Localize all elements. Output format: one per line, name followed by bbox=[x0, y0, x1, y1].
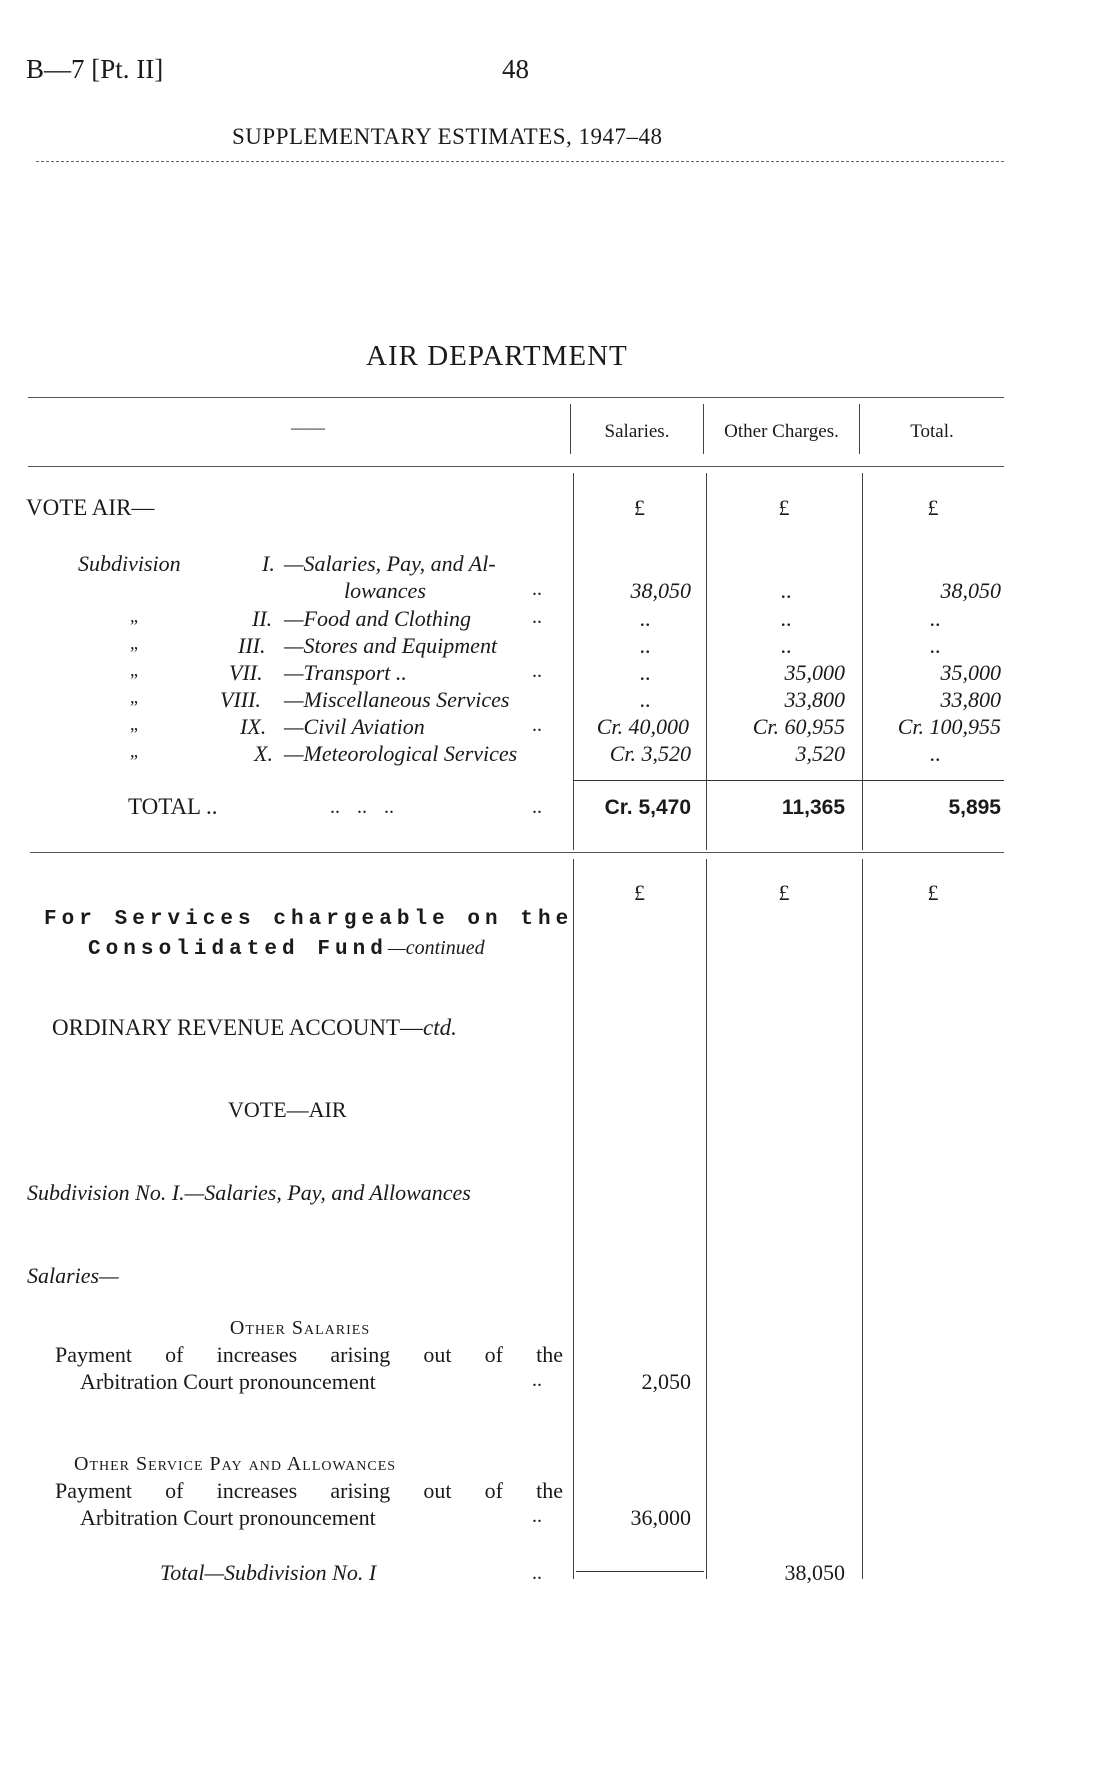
subdivision-total-label: Total—Subdivision No. I bbox=[160, 1560, 377, 1585]
row-subdivision-number: I. bbox=[262, 551, 275, 576]
account-heading bbox=[52, 1015, 457, 1041]
total-label: TOTAL .. bbox=[128, 794, 218, 819]
services-heading-line2 bbox=[88, 935, 485, 961]
col-divider bbox=[706, 473, 707, 850]
other-salaries-line1: Payment of increases arising out of the bbox=[55, 1342, 563, 1367]
salaries-label: Salaries— bbox=[27, 1263, 119, 1288]
row-subdivision-number: IX. bbox=[240, 714, 267, 739]
other-service-pay-amount: 36,000 bbox=[630, 1505, 691, 1530]
total-leader-dots: .. .. .. bbox=[330, 796, 394, 818]
row-leader-dots: .. bbox=[532, 796, 542, 818]
row-subdivision-number: VII. bbox=[229, 660, 263, 685]
row-prefix: „ bbox=[130, 606, 138, 626]
other-salaries-heading: Other Salaries bbox=[229, 1317, 371, 1339]
page-reference: B—7 [Pt. II] bbox=[26, 54, 164, 84]
services-heading-fund: Consolidated Fund bbox=[88, 938, 388, 961]
row-subdivision-name: —Stores and Equipment bbox=[284, 633, 498, 658]
row-other-value: 35,000 bbox=[784, 660, 845, 685]
row-subdivision-name-cont: lowances bbox=[344, 578, 426, 603]
row-leader-dots: .. bbox=[532, 714, 542, 736]
row-salaries-value: 38,050 bbox=[630, 578, 691, 603]
row-leader-dots: .. bbox=[532, 1562, 542, 1584]
row-prefix: Subdivision bbox=[78, 551, 181, 576]
services-heading-line1: For Services chargeable on the bbox=[44, 908, 574, 931]
column-header-other-charges: Other Charges. bbox=[724, 421, 839, 442]
currency-symbol: £ bbox=[778, 880, 790, 905]
row-salaries-value: Cr. 40,000 bbox=[596, 714, 689, 739]
row-subdivision-name: —Miscellaneous Services bbox=[284, 687, 510, 712]
row-subdivision-number: VIII. bbox=[220, 687, 261, 712]
vote-heading: VOTE—AIR bbox=[228, 1097, 347, 1122]
row-subdivision-name: —Transport .. bbox=[284, 660, 407, 685]
other-salaries-line2: Arbitration Court pronouncement bbox=[80, 1369, 376, 1394]
row-leader-dots: .. bbox=[532, 1505, 542, 1527]
row-total-value: Cr. 100,955 bbox=[897, 714, 1001, 739]
row-other-value: .. bbox=[780, 606, 792, 631]
document-title: SUPPLEMENTARY ESTIMATES, 1947–48 bbox=[232, 124, 663, 149]
table-header-rule bbox=[28, 466, 1004, 467]
row-total-value: .. bbox=[929, 606, 941, 631]
row-total-value: 33,800 bbox=[940, 687, 1001, 712]
col-divider bbox=[573, 859, 574, 1579]
row-subdivision-name: —Civil Aviation bbox=[284, 714, 425, 739]
other-service-pay-line1: Payment of increases arising out of the bbox=[55, 1478, 563, 1503]
row-subdivision-name: —Meteorological Services bbox=[284, 741, 518, 766]
row-prefix: „ bbox=[130, 741, 138, 761]
row-leader-dots: .. bbox=[532, 1369, 542, 1391]
account-heading-text: ORDINARY REVENUE ACCOUNT— bbox=[52, 1015, 423, 1040]
row-prefix: „ bbox=[130, 714, 138, 734]
row-leader-dots: .. bbox=[532, 660, 542, 682]
column-header-salaries: Salaries. bbox=[604, 421, 670, 442]
other-service-pay-heading: Other Service Pay and Allowances bbox=[74, 1453, 397, 1475]
account-heading-suffix: ctd. bbox=[423, 1015, 457, 1040]
row-salaries-value: .. bbox=[639, 687, 651, 712]
currency-symbol: £ bbox=[927, 880, 939, 905]
vote-label: VOTE AIR— bbox=[26, 495, 155, 520]
department-title: AIR DEPARTMENT bbox=[366, 340, 628, 372]
row-salaries-value: .. bbox=[639, 660, 651, 685]
currency-symbol: £ bbox=[927, 495, 939, 520]
row-salaries-value: Cr. 3,520 bbox=[609, 741, 691, 766]
row-other-value: Cr. 60,955 bbox=[752, 714, 845, 739]
column-header-total: Total. bbox=[910, 421, 954, 442]
row-subdivision-number: III. bbox=[238, 633, 266, 658]
col-divider bbox=[862, 859, 863, 1579]
currency-symbol: £ bbox=[634, 880, 645, 905]
currency-symbol: £ bbox=[778, 495, 790, 520]
table-top-rule bbox=[28, 397, 1004, 398]
total-other-value: 11,365 bbox=[781, 796, 845, 819]
row-leader-dots: .. bbox=[532, 578, 542, 600]
header-divider bbox=[36, 161, 1004, 162]
total-rule bbox=[573, 780, 1004, 781]
total-salaries-value: Cr. 5,470 bbox=[604, 796, 691, 819]
subtotal-rule bbox=[576, 1571, 704, 1572]
column-header-blank: —— bbox=[291, 418, 325, 437]
other-salaries-amount: 2,050 bbox=[641, 1369, 691, 1394]
subdivision-total-amount: 38,050 bbox=[784, 1560, 845, 1585]
row-other-value: 3,520 bbox=[795, 741, 845, 766]
page-number: 48 bbox=[502, 54, 529, 84]
services-heading-suffix: —continued bbox=[387, 937, 485, 959]
section-divider bbox=[30, 852, 1004, 853]
row-salaries-value: .. bbox=[639, 633, 651, 658]
row-subdivision-name: —Food and Clothing bbox=[284, 606, 472, 631]
row-salaries-value: .. bbox=[639, 606, 651, 631]
currency-symbol: £ bbox=[634, 495, 645, 520]
row-total-value: 38,050 bbox=[940, 578, 1001, 603]
row-total-value: .. bbox=[929, 741, 941, 766]
row-subdivision-number: II. bbox=[252, 606, 273, 631]
row-prefix: „ bbox=[130, 660, 138, 680]
row-subdivision-name: —Salaries, Pay, and Al- bbox=[284, 551, 496, 576]
col-divider bbox=[706, 859, 707, 1579]
row-subdivision-number: X. bbox=[254, 741, 273, 766]
col-divider bbox=[573, 473, 574, 850]
col-divider bbox=[862, 473, 863, 850]
row-other-value: .. bbox=[780, 633, 792, 658]
row-other-value: 33,800 bbox=[784, 687, 845, 712]
row-total-value: .. bbox=[929, 633, 941, 658]
subdivision-heading: Subdivision No. I.—Salaries, Pay, and Allowances bbox=[27, 1180, 471, 1205]
row-prefix: „ bbox=[130, 687, 138, 707]
row-other-value: .. bbox=[780, 578, 792, 603]
row-prefix: „ bbox=[130, 633, 138, 653]
total-total-value: 5,895 bbox=[948, 796, 1001, 819]
other-service-pay-line2: Arbitration Court pronouncement bbox=[80, 1505, 376, 1530]
row-total-value: 35,000 bbox=[940, 660, 1001, 685]
row-leader-dots: .. bbox=[532, 606, 542, 628]
